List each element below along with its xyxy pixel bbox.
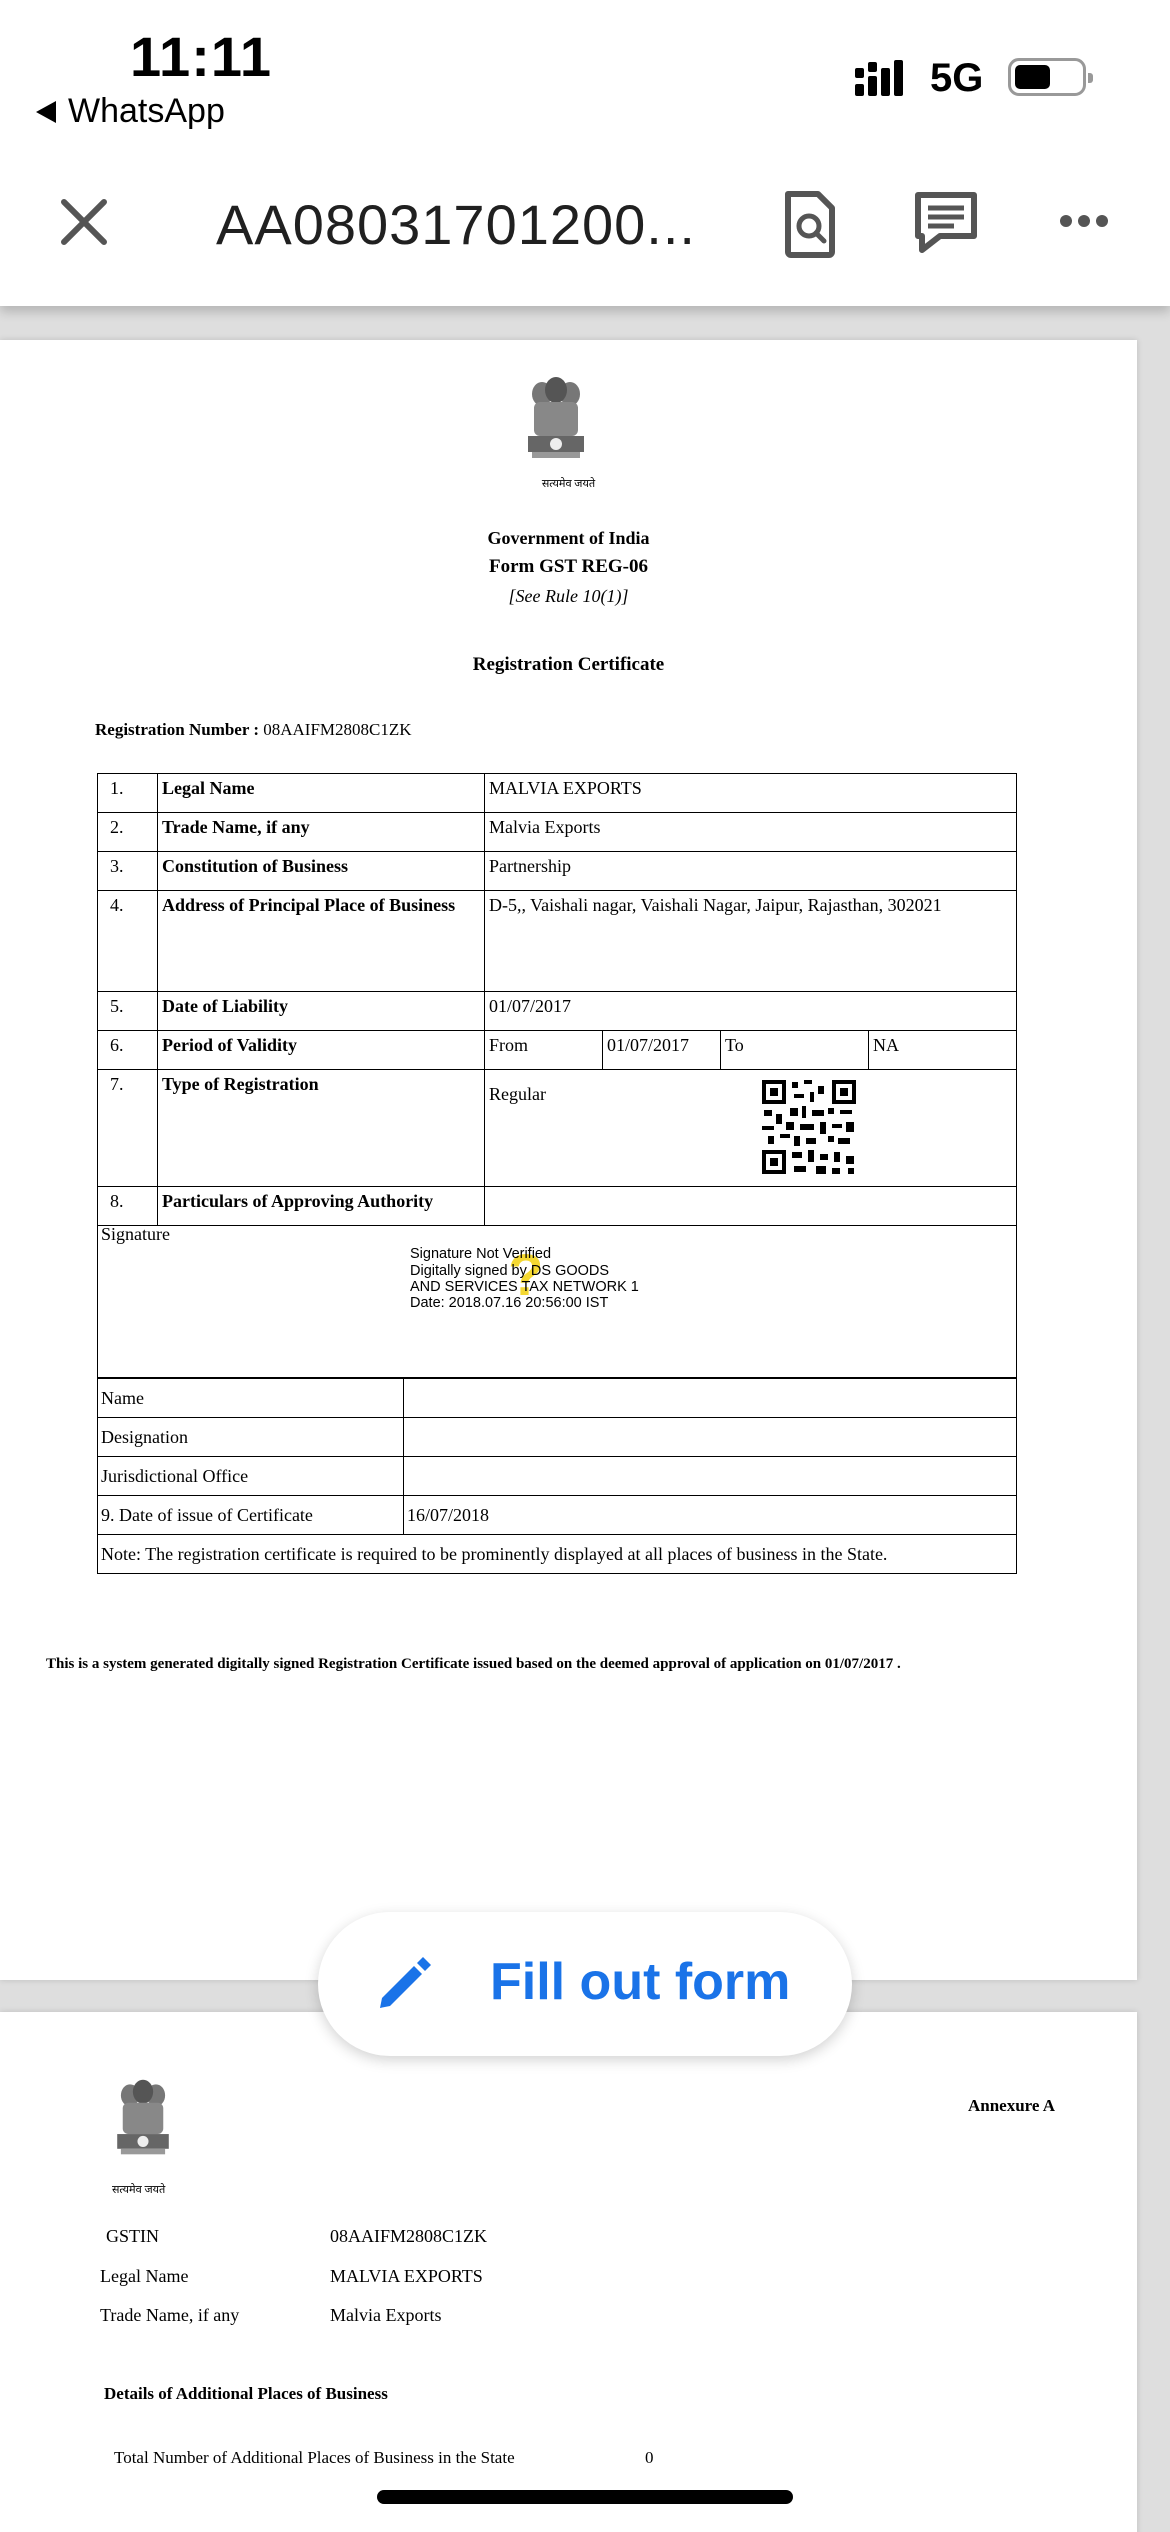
registration-type-cell — [485, 1070, 1017, 1187]
row-number: 5. — [98, 992, 158, 1031]
table-row — [98, 1496, 1017, 1535]
validity-from-label: From — [485, 1031, 603, 1070]
trade-name-label: Trade Name, if any — [100, 2305, 240, 2325]
signature-status-text: Signature Not Verified — [410, 1246, 552, 1262]
signature-signer-line: Digitally signed by DS GOODS — [410, 1263, 610, 1279]
row-label: Constitution of Business — [158, 852, 485, 891]
fill-out-form-button[interactable] — [318, 1912, 852, 2056]
row-label: Address of Principal Place of Business — [158, 891, 485, 992]
comment-icon[interactable] — [912, 190, 980, 256]
detail-label: Name — [98, 1379, 404, 1418]
trade-name-value: Malvia Exports — [330, 2305, 442, 2325]
registration-number-value: 08AAIFM2808C1ZK — [263, 720, 412, 739]
row-label: Trade Name, if any — [158, 813, 485, 852]
gstin-label: GSTIN — [106, 2226, 159, 2246]
pdf-page-1 — [0, 340, 1137, 1980]
row-value: Partnership — [485, 852, 1017, 891]
row-label: Legal Name — [158, 774, 485, 813]
row-number: 7. — [98, 1070, 158, 1187]
table-row — [98, 992, 1017, 1031]
row-number: 1. — [98, 774, 158, 813]
table-row — [98, 852, 1017, 891]
more-options-icon[interactable] — [1060, 215, 1108, 227]
table-row — [98, 1535, 1017, 1574]
table-row — [98, 1031, 1017, 1070]
row-number: 4. — [98, 891, 158, 992]
table-row — [98, 1457, 1017, 1496]
row-label: Period of Validity — [158, 1031, 485, 1070]
row-number: 6. — [98, 1031, 158, 1070]
top-bar — [0, 0, 1170, 306]
national-emblem-icon — [108, 2076, 178, 2170]
additional-places-count-value: 0 — [645, 2448, 654, 2467]
national-emblem-icon — [518, 374, 594, 474]
back-app-label: WhatsApp — [68, 92, 225, 130]
certificate-heading: Registration Certificate — [472, 654, 665, 675]
row-value: 01/07/2017 — [485, 992, 1017, 1031]
signature-signer-line: AND SERVICES TAX NETWORK 1 — [410, 1279, 639, 1295]
table-row — [98, 774, 1017, 813]
rule-reference: [See Rule 10(1)] — [508, 586, 629, 606]
row-value: MALVIA EXPORTS — [485, 774, 1017, 813]
battery-icon — [1008, 58, 1086, 96]
table-row — [98, 1379, 1017, 1418]
home-indicator[interactable] — [377, 2490, 793, 2504]
fill-out-form-label: Fill out form — [490, 1953, 791, 2011]
status-time: 11:11 — [130, 25, 273, 88]
signature-box — [97, 1220, 1017, 1378]
qr-code-icon — [760, 1078, 858, 1176]
registration-number — [95, 720, 412, 740]
detail-label: Designation — [98, 1418, 404, 1457]
row-number: 3. — [98, 852, 158, 891]
detail-value — [404, 1457, 1017, 1496]
emblem-motto: सत्यमेव जयते — [112, 2184, 166, 2196]
row-label: Date of Liability — [158, 992, 485, 1031]
emblem-motto: सत्यमेव जयते — [541, 478, 596, 490]
validity-to-label: To — [721, 1031, 869, 1070]
validity-to-value: NA — [869, 1031, 1017, 1070]
table-row — [98, 813, 1017, 852]
pencil-icon — [374, 1952, 436, 2014]
network-type: 5G — [930, 56, 984, 100]
gstin-value: 08AAIFM2808C1ZK — [330, 2226, 488, 2246]
table-row — [98, 1070, 1017, 1187]
registration-type-value: Regular — [489, 1084, 546, 1104]
detail-value: 16/07/2018 — [404, 1496, 1017, 1535]
digital-signature[interactable] — [410, 1246, 639, 1311]
legal-name-label: Legal Name — [100, 2266, 189, 2286]
row-value: D-5,, Vaishali nagar, Vaishali Nagar, Jaipur, Rajasthan, 302021 — [485, 891, 1017, 992]
registration-details-table — [97, 773, 1017, 1226]
row-label: Particulars of Approving Authority — [158, 1187, 485, 1226]
detail-label: Jurisdictional Office — [98, 1457, 404, 1496]
additional-places-count-label: Total Number of Additional Places of Business in the State — [114, 2448, 515, 2467]
signature-label: Signature — [101, 1224, 170, 1244]
close-icon[interactable] — [58, 196, 110, 248]
registration-number-label: Registration Number : — [95, 720, 259, 739]
back-arrow-icon — [36, 101, 56, 123]
detail-value — [404, 1379, 1017, 1418]
detail-label: 9. Date of issue of Certificate — [98, 1496, 404, 1535]
table-row — [98, 891, 1017, 992]
pdf-page-2 — [0, 2012, 1137, 2532]
signature-status-icon: ? — [508, 1243, 544, 1308]
row-number: 2. — [98, 813, 158, 852]
back-to-app-link[interactable] — [36, 92, 225, 131]
signal-icon — [853, 58, 913, 98]
row-label: Type of Registration — [158, 1070, 485, 1187]
legal-name-value: MALVIA EXPORTS — [330, 2266, 483, 2286]
row-value: Malvia Exports — [485, 813, 1017, 852]
additional-places-heading: Details of Additional Places of Business — [104, 2384, 388, 2403]
document-search-icon[interactable] — [782, 190, 838, 258]
signature-date: Date: 2018.07.16 20:56:00 IST — [410, 1295, 609, 1311]
authority-details-table — [97, 1378, 1017, 1574]
detail-value — [404, 1418, 1017, 1457]
certificate-note: Note: The registration certificate is required to be prominently displayed at all places of business in the State. — [98, 1535, 1017, 1574]
row-number: 8. — [98, 1187, 158, 1226]
annexure-title: Annexure A — [968, 2096, 1056, 2115]
government-heading: Government of India — [487, 528, 650, 548]
validity-from-value: 01/07/2017 — [603, 1031, 721, 1070]
form-heading: Form GST REG-06 — [488, 556, 649, 577]
system-generated-note: This is a system generated digitally signed Registration Certificate issued based on the deemed approval of application on 01/07/2017 . — [46, 1656, 901, 1672]
table-row — [98, 1418, 1017, 1457]
document-title: AA08031701200... — [216, 193, 696, 256]
